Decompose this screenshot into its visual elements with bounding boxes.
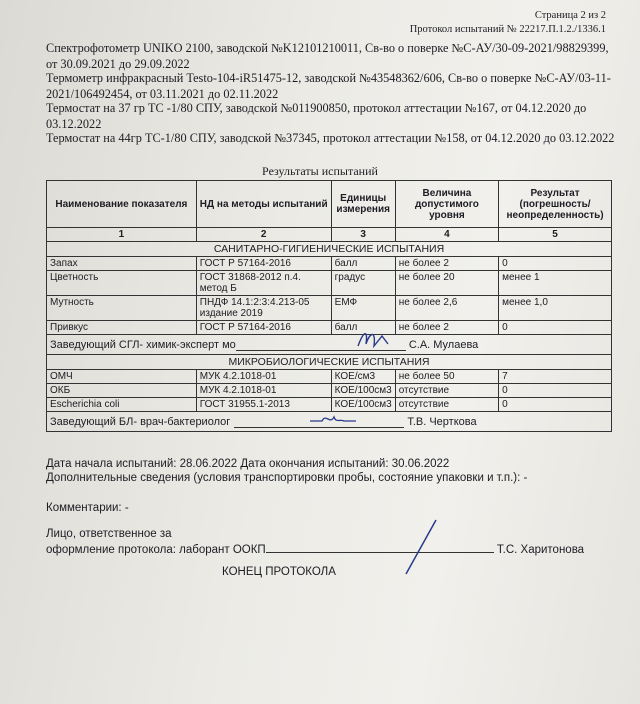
- test-dates: Дата начала испытаний: 28.06.2022 Дата окончания испытаний: 30.06.2022: [46, 458, 450, 470]
- column-number: 3: [331, 228, 395, 242]
- equipment-4: Термостат на 44гр ТС-1/80 СПУ, заводской №37345, протокол аттестации №158, от 04.12.2020 до 03.12.2022: [46, 131, 615, 145]
- column-header: Результат (погрешность/ неопределенность): [499, 181, 612, 228]
- table-cell: Привкус: [47, 321, 197, 335]
- responsible-label: Лицо, ответственное за: [46, 528, 172, 540]
- table-cell: 0: [499, 257, 612, 271]
- table-cell: балл: [331, 257, 395, 271]
- table-header-row: [47, 181, 612, 228]
- table-cell: ЕМФ: [331, 296, 395, 321]
- signature-line: [234, 415, 404, 428]
- column-header: Единицы измерения: [331, 181, 395, 228]
- section-title: САНИТАРНО-ГИГИЕНИЧЕСКИЕ ИСПЫТАНИЯ: [47, 242, 612, 257]
- table-row: [47, 321, 612, 335]
- table-cell: менее 1: [499, 271, 612, 296]
- signature-row: [47, 412, 612, 432]
- table-cell: не более 20: [395, 271, 498, 296]
- column-header: Наименование показателя: [47, 181, 197, 228]
- column-header: НД на методы испытаний: [196, 181, 331, 228]
- signature-icon: [308, 409, 358, 429]
- table-cell: не более 2: [395, 321, 498, 335]
- table-cell: не более 2: [395, 257, 498, 271]
- table-cell: КОЕ/100см3: [331, 398, 395, 412]
- results-table: [46, 180, 612, 432]
- section-row: [47, 355, 612, 370]
- section-row: [47, 242, 612, 257]
- table-cell: КОЕ/см3: [331, 370, 395, 384]
- table-cell: отсутствие: [395, 384, 498, 398]
- column-number: 5: [499, 228, 612, 242]
- section-title: МИКРОБИОЛОГИЧЕСКИЕ ИСПЫТАНИЯ: [47, 355, 612, 370]
- signer-position: Заведующий СГЛ- химик-эксперт мо: [50, 339, 236, 351]
- comments: Комментарии: -: [46, 502, 129, 514]
- end-of-protocol: КОНЕЦ ПРОТОКОЛА: [222, 566, 336, 578]
- protocol-number: Протокол испытаний № 22217.П.1.2./1336.1: [409, 24, 606, 35]
- signer-name: С.А. Мулаева: [408, 339, 479, 351]
- table-cell: Запах: [47, 257, 197, 271]
- signature-line: [266, 542, 494, 553]
- column-number: 2: [196, 228, 331, 242]
- table-cell: Цветность: [47, 271, 197, 296]
- table-row: [47, 296, 612, 321]
- table-cell: 0: [499, 384, 612, 398]
- column-header: Величина допустимого уровня: [395, 181, 498, 228]
- table-cell: КОЕ/100см3: [331, 384, 395, 398]
- table-cell: ГОСТ 31868-2012 п.4. метод Б: [196, 271, 331, 296]
- results-title: Результаты испытаний: [262, 164, 378, 178]
- table-cell: 0: [499, 321, 612, 335]
- equipment-3: Термостат на 37 гр ТС -1/80 СПУ, заводской №011900850, протокол аттестации №167, от 04.12.2020 до 03.12.2022: [46, 101, 587, 131]
- responsible-role: оформление протокола: лаборант ООКП Т.С. Харитонова: [46, 544, 585, 556]
- table-row: [47, 370, 612, 384]
- table-row: [47, 271, 612, 296]
- table-cell: МУК 4.2.1018-01: [196, 370, 331, 384]
- column-number: 4: [395, 228, 498, 242]
- table-cell: ГОСТ Р 57164-2016: [196, 321, 331, 335]
- table-cell: 0: [499, 398, 612, 412]
- table-cell: 7: [499, 370, 612, 384]
- table-cell: ГОСТ 31955.1-2013: [196, 398, 331, 412]
- table-cell: Мутность: [47, 296, 197, 321]
- table-cell: отсутствие: [395, 398, 498, 412]
- equipment-2: Термометр инфракрасный Testo-104-iR51475-12, заводской №43548362/606, Св-во о поверке №С-АУ/03-11-2021/106492454, от 03.11.2021 до 02.11.2022: [46, 71, 611, 101]
- additional-info: Дополнительные сведения (условия транспортировки пробы, состояние упаковки и т.п.): -: [46, 472, 528, 484]
- column-number-row: [47, 228, 612, 242]
- signer-name: Т.В. Черткова: [407, 416, 477, 428]
- signature-icon: [354, 328, 394, 352]
- table-cell: ГОСТ Р 57164-2016: [196, 257, 331, 271]
- table-cell: ПНДФ 14.1:2:3:4.213-05 издание 2019: [196, 296, 331, 321]
- table-cell: Escherichia coli: [47, 398, 197, 412]
- page-number: Страница 2 из 2: [534, 10, 606, 21]
- table-cell: ОКБ: [47, 384, 197, 398]
- table-cell: не более 50: [395, 370, 498, 384]
- signer-position: Заведующий БЛ- врач-бактериолог: [50, 416, 231, 428]
- equipment-1: Спектрофотометр UNIKO 2100, заводской №K12101210011, Св-во о поверке №С-АУ/30-09-2021/98829399, от 30.09.2021 до 29.09.2022: [46, 41, 609, 71]
- signature-row: [47, 335, 612, 355]
- table-row: [47, 257, 612, 271]
- column-number: 1: [47, 228, 197, 242]
- table-cell: балл: [331, 321, 395, 335]
- table-cell: менее 1,0: [499, 296, 612, 321]
- signature-icon: [402, 518, 442, 578]
- table-cell: МУК 4.2.1018-01: [196, 384, 331, 398]
- signer-name: Т.С. Харитонова: [496, 544, 585, 556]
- table-cell: градус: [331, 271, 395, 296]
- table-cell: не более 2,6: [395, 296, 498, 321]
- table-row: [47, 384, 612, 398]
- table-cell: ОМЧ: [47, 370, 197, 384]
- signature-line: [236, 338, 406, 351]
